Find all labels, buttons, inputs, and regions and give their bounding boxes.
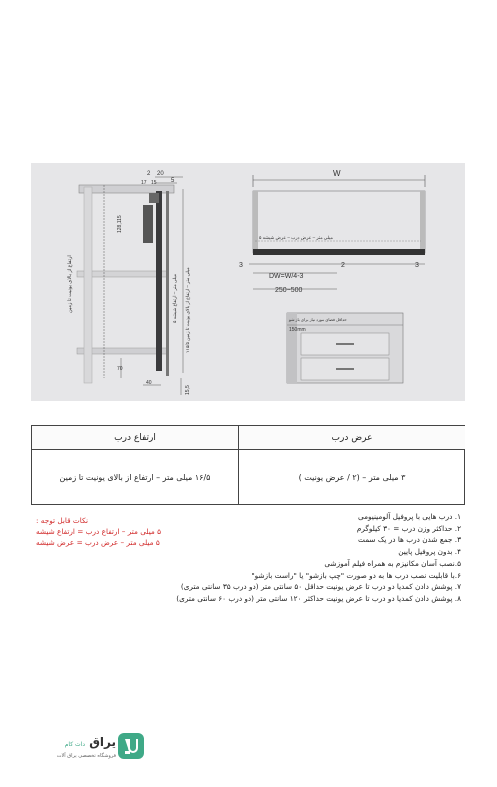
- dim-bottom-70: 70: [117, 366, 123, 372]
- table-header-door-height: ارتفاع درب: [32, 426, 238, 450]
- table-header-door-width: عرض درب: [238, 426, 465, 450]
- range: 250~500: [275, 287, 303, 294]
- dim-bottom-right: 15,5: [185, 385, 191, 395]
- logo-tagline: فروشگاه تخصصی یراق آلات: [56, 753, 116, 759]
- list-item: ۸. پوشش دادن کمدیا دو درب تا عرض یونیت حداکثر ۱۲۰ سانتی متر (دو درب ۶۰ سانتی متری): [176, 593, 461, 603]
- dim-w: W: [333, 169, 341, 178]
- table-cell-door-width: ۳ میلی متر – (۲ / عرض یونیت ): [238, 450, 465, 505]
- plan-view-diagram: [239, 169, 425, 383]
- dim-side: 128,115: [117, 215, 123, 233]
- dim-bottom-40: 40: [146, 380, 152, 386]
- important-notes-title: نکات قابل توجه :: [36, 516, 89, 525]
- label-door-height: ۱۱۵/۵ میلی متر – ارتفاع از بالای یونیت تا زمین: [185, 267, 190, 353]
- dim-top-row2a: 17: [141, 180, 147, 186]
- list-item: ۱. درب هایی با پروفیل آلومینیومی: [357, 512, 461, 521]
- list-item: ۵.نصب آسان مکانیزم به همراه فیلم آموزشی: [324, 558, 461, 568]
- dim-right-3: 3: [415, 262, 419, 269]
- formula: DW=W/4-3: [269, 273, 304, 280]
- logo-name: [65, 735, 116, 749]
- label-minus5: ۵ میلی متر – ارتفاع شیشه: [172, 274, 177, 323]
- list-item: ۶.با قابلیت نصب درب ها به دو صورت "چپ بازشو" یا "راست بازشو": [251, 570, 461, 580]
- dim-top-mid: 20: [157, 171, 164, 177]
- important-note-line: ۵ میلی متر – عرض درب = عرض شیشه: [36, 538, 160, 547]
- important-note-line: ۵ میلی متر – ارتفاع درب = ارتفاع شیشه: [36, 527, 162, 536]
- list-item: ۷. پوشش دادن کمدیا دو درب تا عرض یونیت حداقل ۵۰ سانتی متر (دو درب ۳۵ سانتی متری): [180, 582, 461, 592]
- dim-left-3: 3: [239, 262, 243, 269]
- logo-name-text: یراق: [89, 735, 116, 749]
- important-notes: [36, 515, 226, 548]
- brand-logo: [58, 733, 148, 767]
- cabinet-caption: حداقل فضای مورد نیاز برای باز شو: [289, 317, 347, 322]
- list-item: ۲. حداکثر وزن درب = ۳۰ کیلوگرم: [356, 523, 461, 533]
- technical-drawing: [31, 163, 465, 401]
- logo-suffix: دات کام: [64, 741, 85, 748]
- cabinet-label: 150mm: [289, 327, 306, 333]
- dim-top-right: 5: [171, 178, 175, 184]
- table-cell-door-height: ۱۶/۵ میلی متر – ارتفاع از بالای یونیت تا زمین: [59, 473, 211, 482]
- inner-label: ۵ میلی متر – عرض درب – عرض شیشه: [259, 235, 333, 240]
- side-section-diagram: [67, 171, 191, 395]
- drawing-svg: [31, 163, 465, 401]
- dim-top-row2b: 15: [151, 180, 157, 186]
- dim-2: 2: [341, 262, 345, 269]
- spec-table: [31, 425, 465, 505]
- list-item: ۴. بدون پروفیل پایین: [398, 547, 461, 557]
- label-floor-height: ارتفاع از بالای یونیت تا زمین: [67, 255, 73, 313]
- logo-mark-icon: [118, 733, 144, 759]
- list-item: ۳. جمع شدن درب ها در یک سمت: [358, 535, 461, 545]
- dim-top-small: 2: [147, 171, 151, 177]
